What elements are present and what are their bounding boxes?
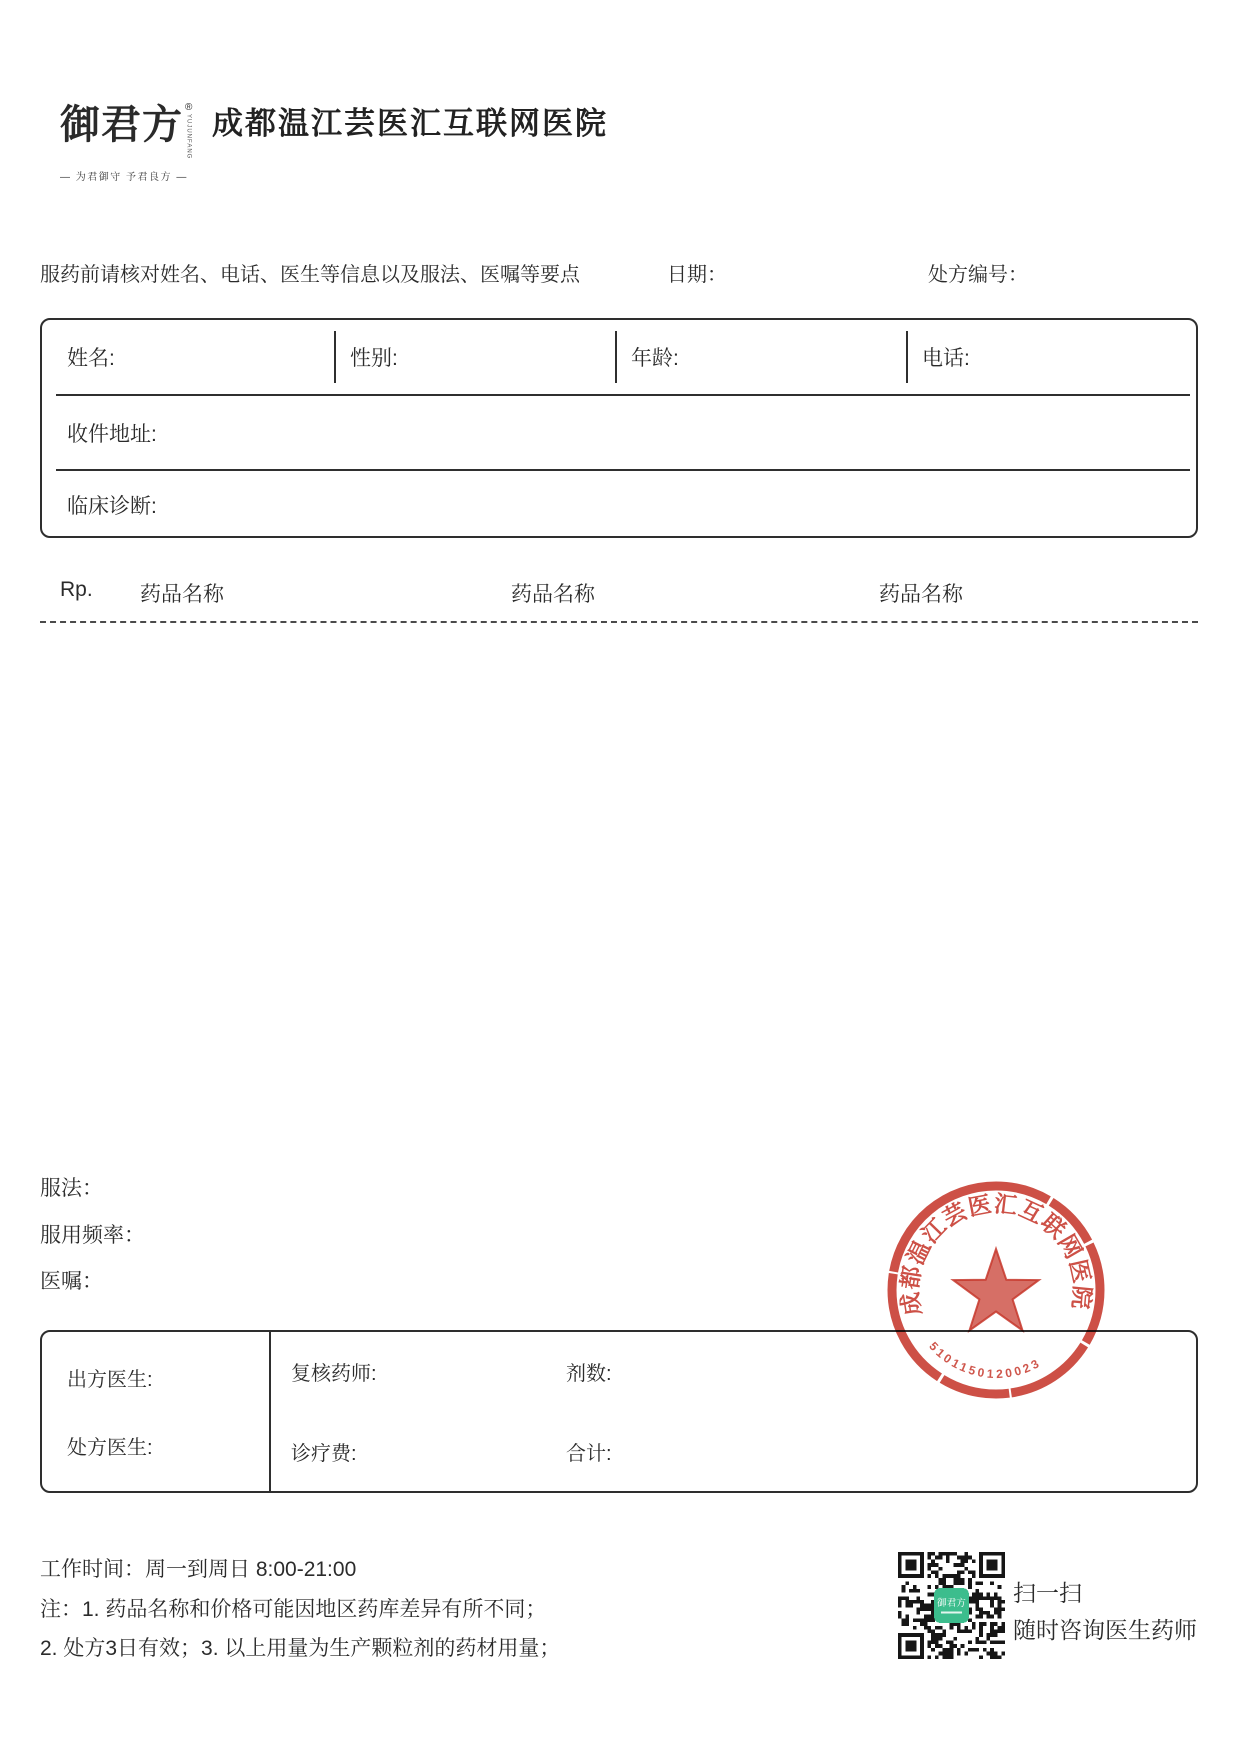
diagnosis-field xyxy=(42,471,1196,538)
drug-column-header: 药品名称 xyxy=(140,583,224,606)
registered-mark-icon: ® xyxy=(185,102,193,113)
notice-text: 服药前请核对姓名、电话、医生等信息以及服法、医嘱等要点 xyxy=(40,264,580,286)
stamp-star-icon xyxy=(953,1249,1039,1330)
signoff-detail-column xyxy=(271,1332,1196,1491)
logo-vertical-text: YUJUNFANG xyxy=(185,114,192,160)
scan-title: 扫一扫 xyxy=(1013,1580,1082,1606)
note-line-2: 2. 处方3日有效；3. 以上用量为生产颗粒剂的药材用量； xyxy=(40,1637,561,1660)
age-field xyxy=(615,331,906,383)
logo-text: 御君方 xyxy=(60,102,183,147)
stamp-company-text: 成都温江芸医汇互联网医院 xyxy=(896,1190,1096,1318)
age-label: 年龄: xyxy=(631,347,679,370)
svg-text:御君方: 御君方 xyxy=(937,1597,966,1609)
phone-label: 电话: xyxy=(922,347,970,370)
patient-info-box xyxy=(40,318,1198,538)
signoff-row-top xyxy=(271,1332,1196,1412)
prescribing-doctor-label: 处方医生: xyxy=(67,1436,153,1459)
address-field xyxy=(42,396,1196,469)
signoff-box xyxy=(40,1330,1198,1493)
consult-fee-label: 诊疗费: xyxy=(291,1442,357,1465)
rx-number-label: 处方编号： xyxy=(928,264,1028,286)
total-label: 合计: xyxy=(566,1442,612,1465)
gender-field xyxy=(334,331,615,383)
qr-code xyxy=(898,1552,1005,1659)
scan-subtitle: 随时咨询医生药师 xyxy=(1013,1617,1197,1643)
name-field xyxy=(42,331,334,383)
rp-label: Rp. xyxy=(60,578,93,601)
review-pharmacist-label: 复核药师: xyxy=(291,1363,377,1386)
note-line-1: 注：1. 药品名称和价格可能因地区药库差异有所不同； xyxy=(40,1598,547,1621)
date-label: 日期： xyxy=(667,264,727,286)
qr-center-logo xyxy=(934,1588,969,1623)
name-label: 姓名: xyxy=(67,347,115,370)
doctor-advice-label: 医嘱： xyxy=(40,1270,103,1293)
usage-method-label: 服法： xyxy=(40,1177,103,1200)
phone-field xyxy=(906,331,1196,383)
drug-column-header: 药品名称 xyxy=(511,583,595,606)
stamp-serial-text: 5101150120023 xyxy=(926,1339,1044,1382)
dose-count-label: 剂数: xyxy=(566,1363,612,1386)
usage-frequency-label: 服用频率： xyxy=(40,1224,145,1247)
address-label: 收件地址: xyxy=(67,422,157,446)
logo-tagline: — 为君御守 予君良方 — xyxy=(60,172,188,184)
signoff-row-bottom xyxy=(271,1412,1196,1492)
drug-column-header: 药品名称 xyxy=(879,583,963,606)
dashed-separator xyxy=(40,621,1198,623)
patient-row-basic xyxy=(42,320,1196,394)
hospital-title: 成都温江芸医汇互联网医院 xyxy=(212,106,608,141)
gender-label: 性别: xyxy=(350,347,398,370)
diagnosis-label: 临床诊断: xyxy=(67,494,157,518)
brand-logo xyxy=(60,103,210,183)
svg-text:成都温江芸医汇互联网医院有限公司 xyxy=(876,1170,1096,1317)
signoff-doctor-column xyxy=(42,1332,271,1491)
issuing-doctor-label: 出方医生: xyxy=(67,1369,153,1392)
work-hours-text: 工作时间：周一到周日 8:00-21:00 xyxy=(40,1558,357,1581)
